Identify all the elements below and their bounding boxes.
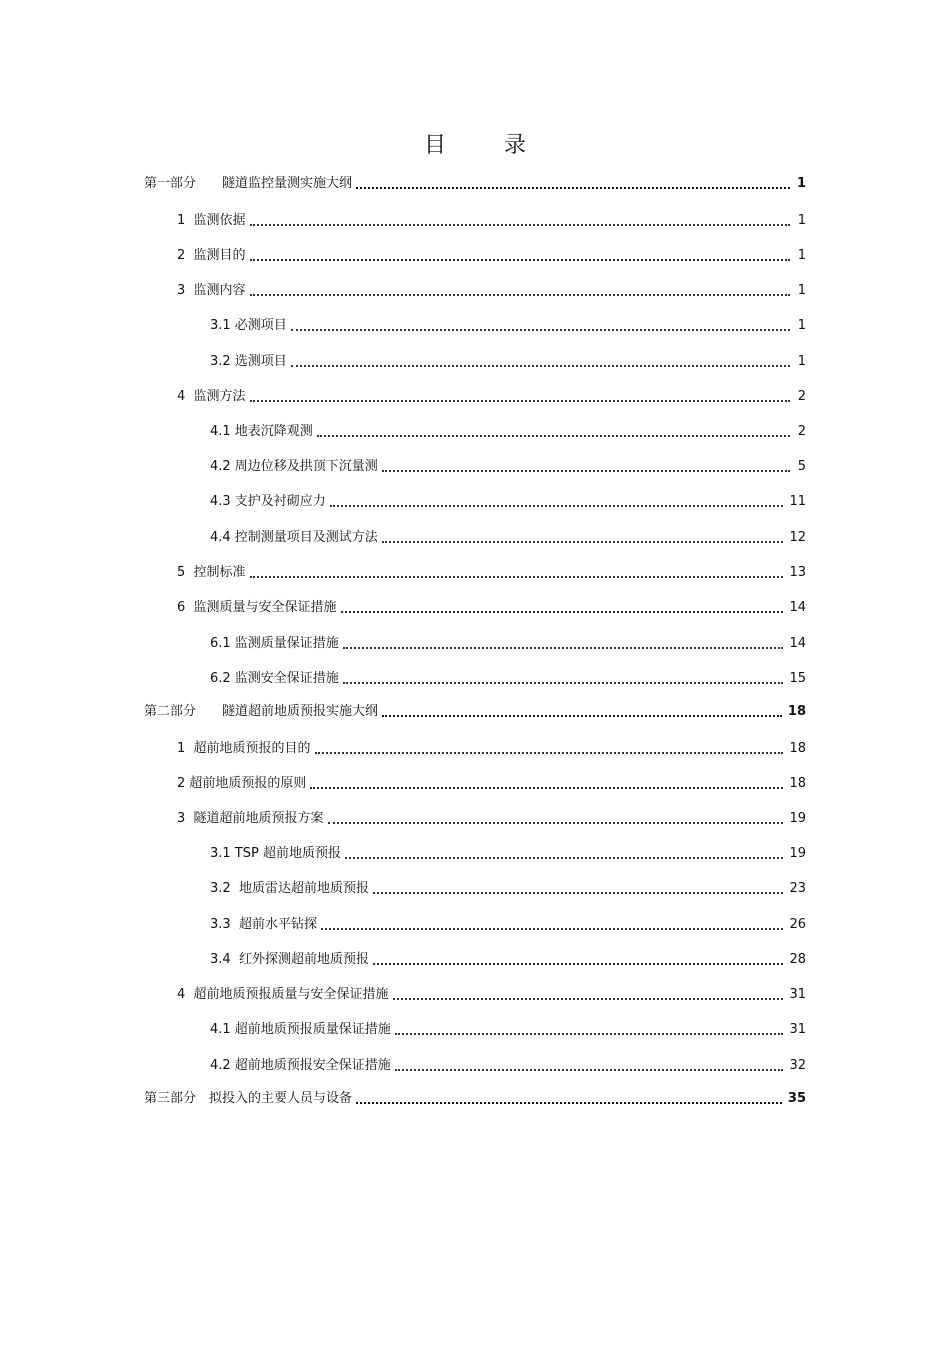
toc-entry-label: 3 隧道超前地质预报方案 xyxy=(177,811,324,826)
dot-leader xyxy=(250,294,790,296)
toc-entry[interactable] xyxy=(144,735,806,757)
dot-leader xyxy=(393,998,784,1000)
toc-entry[interactable] xyxy=(144,665,806,687)
toc-entry-page: 1 xyxy=(797,213,806,228)
toc-entry-label: 3.3 超前水平钻探 xyxy=(210,917,317,932)
dot-leader xyxy=(395,1069,784,1071)
dot-leader xyxy=(341,611,784,613)
toc-entry-page: 12 xyxy=(789,530,806,545)
toc-entry-page: 11 xyxy=(789,494,806,509)
dot-leader xyxy=(315,752,784,754)
toc-entry-label: 4.1 地表沉降观测 xyxy=(210,424,313,439)
dot-leader xyxy=(382,541,784,543)
toc-entry-label: 6.2 监测安全保证措施 xyxy=(210,671,339,686)
toc-entry-page: 1 xyxy=(796,176,806,191)
toc-entry[interactable] xyxy=(144,770,806,792)
toc-entry-label: 4 超前地质预报质量与安全保证措施 xyxy=(177,987,389,1002)
toc-entry-label: 3.2 选测项目 xyxy=(210,354,287,369)
toc-entry[interactable] xyxy=(144,875,806,897)
toc-entry-label: 1 监测依据 xyxy=(177,213,246,228)
dot-leader xyxy=(395,1033,784,1035)
toc-entry[interactable] xyxy=(144,594,806,616)
toc-entry-label: 3 监测内容 xyxy=(177,283,246,298)
toc-entry-label: 6 监测质量与安全保证措施 xyxy=(177,600,337,615)
toc-entry-label: 第二部分 隧道超前地质预报实施大纲 xyxy=(144,704,379,719)
toc-entry-label: 3.1 必测项目 xyxy=(210,318,287,333)
dot-leader xyxy=(250,259,790,261)
toc-entry[interactable] xyxy=(144,559,806,581)
toc-entry[interactable] xyxy=(144,1052,806,1074)
dot-leader xyxy=(317,435,790,437)
dot-leader xyxy=(250,576,784,578)
toc-entry[interactable] xyxy=(144,383,806,405)
dot-leader xyxy=(382,470,790,472)
dot-leader xyxy=(321,928,784,930)
toc-entry-page: 35 xyxy=(787,1091,806,1106)
toc-entry-label: 4.2 超前地质预报安全保证措施 xyxy=(210,1058,391,1073)
toc-entry[interactable] xyxy=(144,911,806,933)
toc-entry-label: 第一部分 隧道监控量测实施大纲 xyxy=(144,176,353,191)
dot-leader xyxy=(250,400,790,402)
toc-entry-page: 1 xyxy=(797,248,806,263)
toc-entry[interactable] xyxy=(144,242,806,264)
toc-entry-page: 31 xyxy=(789,1022,806,1037)
toc-entry-label: 2 超前地质预报的原则 xyxy=(177,776,307,791)
dot-leader xyxy=(373,963,784,965)
toc-entry-page: 18 xyxy=(787,704,806,719)
toc-entry[interactable] xyxy=(144,207,806,229)
page-title: 目 录 xyxy=(423,133,544,158)
toc-entry-label: 4 监测方法 xyxy=(177,389,246,404)
toc-entry[interactable] xyxy=(144,170,806,192)
toc-entry-page: 13 xyxy=(789,565,806,580)
dot-leader xyxy=(328,822,784,824)
toc-entry-page: 15 xyxy=(789,671,806,686)
toc-entry-page: 1 xyxy=(797,318,806,333)
toc-entry-page: 19 xyxy=(789,811,806,826)
toc-entry[interactable] xyxy=(144,418,806,440)
dot-leader xyxy=(345,857,783,859)
dot-leader xyxy=(291,365,790,367)
dot-leader xyxy=(310,787,783,789)
toc-entry[interactable] xyxy=(144,1016,806,1038)
dot-leader xyxy=(330,505,784,507)
toc-entry-label: 4.2 周边位移及拱顶下沉量测 xyxy=(210,459,378,474)
toc-entry-label: 5 控制标准 xyxy=(177,565,246,580)
toc-entry-page: 1 xyxy=(797,283,806,298)
dot-leader xyxy=(356,1102,782,1104)
toc-entry[interactable] xyxy=(144,453,806,475)
toc-entry-page: 28 xyxy=(789,952,806,967)
toc-entry-page: 2 xyxy=(797,389,806,404)
toc-entry[interactable] xyxy=(144,488,806,510)
toc-entry[interactable] xyxy=(144,981,806,1003)
toc-entry-label: 4.1 超前地质预报质量保证措施 xyxy=(210,1022,391,1037)
toc-entry[interactable] xyxy=(144,946,806,968)
toc-entry-label: 4.4 控制测量项目及测试方法 xyxy=(210,530,378,545)
toc-entry[interactable] xyxy=(144,312,806,334)
toc-entry-page: 18 xyxy=(789,776,806,791)
toc-entry-page: 26 xyxy=(789,917,806,932)
toc-entry-page: 5 xyxy=(797,459,806,474)
toc-entry-label: 4.3 支护及衬砌应力 xyxy=(210,494,326,509)
toc-entry-page: 19 xyxy=(789,846,806,861)
toc-entry[interactable] xyxy=(144,1085,806,1107)
toc-entry-label: 3.4 红外探测超前地质预报 xyxy=(210,952,369,967)
toc-entry[interactable] xyxy=(144,277,806,299)
toc-entry-page: 14 xyxy=(789,636,806,651)
dot-leader xyxy=(356,187,790,189)
toc-entry-page: 1 xyxy=(797,354,806,369)
toc-entry-label: 3.1 TSP 超前地质预报 xyxy=(210,846,341,861)
dot-leader xyxy=(250,224,790,226)
toc-entry-label: 1 超前地质预报的目的 xyxy=(177,741,311,756)
toc-entry[interactable] xyxy=(144,805,806,827)
toc-entry-page: 18 xyxy=(789,741,806,756)
toc-entry[interactable] xyxy=(144,348,806,370)
toc-entry[interactable] xyxy=(144,524,806,546)
toc-entry-page: 2 xyxy=(797,424,806,439)
toc-entry-page: 23 xyxy=(789,881,806,896)
toc-entry-label: 第三部分 拟投入的主要人员与设备 xyxy=(144,1091,353,1106)
dot-leader xyxy=(291,329,790,331)
dot-leader xyxy=(382,715,782,717)
dot-leader xyxy=(343,647,784,649)
toc-entry-label: 6.1 监测质量保证措施 xyxy=(210,636,339,651)
toc-entry[interactable] xyxy=(144,630,806,652)
toc-entry-label: 2 监测目的 xyxy=(177,248,246,263)
dot-leader xyxy=(373,892,784,894)
toc-entry[interactable] xyxy=(144,840,806,862)
dot-leader xyxy=(343,682,784,684)
toc-entry-page: 14 xyxy=(789,600,806,615)
toc-entry-page: 31 xyxy=(789,987,806,1002)
toc-entry-page: 32 xyxy=(789,1058,806,1073)
toc-entry[interactable] xyxy=(144,698,806,720)
toc-entry-label: 3.2 地质雷达超前地质预报 xyxy=(210,881,369,896)
